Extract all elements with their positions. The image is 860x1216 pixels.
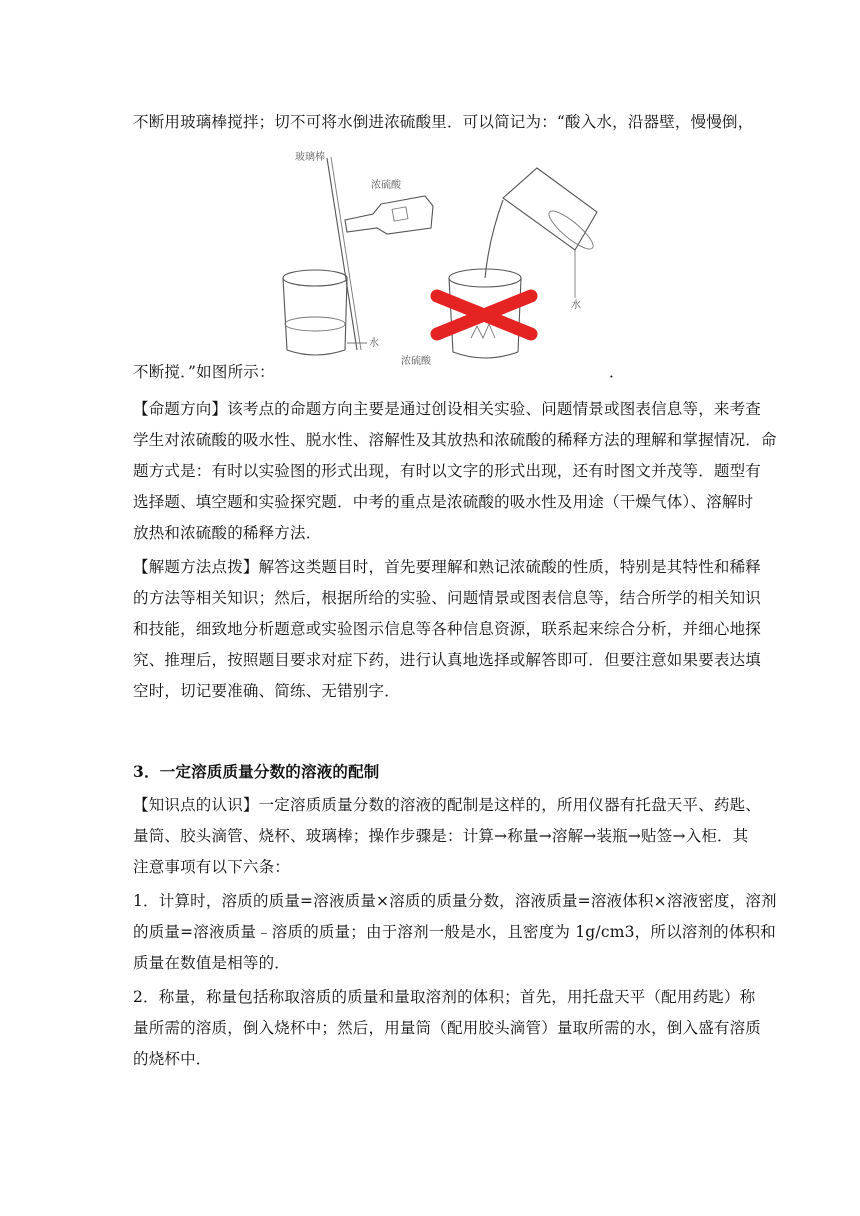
splash-marks [471,324,495,338]
left-water-label: 水 [369,338,379,349]
dilution-line2-end: ． [609,363,625,381]
section-3-heading: 3．一定溶质质量分数的溶液的配制 [133,762,380,781]
right-water-label: 水 [571,300,581,311]
bottle-label-box [392,207,408,221]
note-item-2-line: 的烧杯中． [133,1050,212,1068]
direction-line: 题方式是：有时以实验图的形式出现，有时以文字的形式出现，还有时图文并茂等．题型有 [133,462,762,480]
method-line: 【解题方法点拨】解答这类题目时，首先要理解和熟记浓硫酸的性质，特别是其特性和稀释 [133,558,762,576]
correct-method-drawing [283,150,433,355]
wrong-method-drawing [401,168,598,367]
method-line: 空时，切记要准确、简练、无错别字． [133,682,400,700]
right-acid-label: 浓硫酸 [401,356,431,367]
note-item-1-line: 1．计算时，溶质的质量=溶液质量×溶质的质量分数，溶液质量=溶液体积×溶液密度，溶剂 [133,892,777,910]
note-item-2-line: 2．称量，称量包括称取溶质的质量和量取溶剂的体积；首先，用托盘天平（配用药匙）称 [133,988,756,1006]
dilution-illustration-svg [275,138,615,374]
knowledge-line: 注意事项有以下六条： [133,858,291,876]
left-beaker-wall-left [283,278,287,350]
direction-line: 学生对浓硫酸的吸水性、脱水性、溶解性及其放热和浓硫酸的稀释方法的理解和掌握情况．命 [133,431,777,449]
left-beaker-rim [283,270,347,286]
note-item-2-line: 量所需的溶质，倒入烧杯中；然后，用量筒（配用胶头滴管）量取所需的水，倒入盛有溶质 [133,1019,762,1037]
glass-rod-label: 玻璃棒 [295,152,325,163]
left-beaker-bottom [287,350,345,355]
acid-bottle [345,196,433,234]
method-line: 的方法等相关知识；然后，根据所给的实验、问题情景或图表信息等，结合所学的相关知识 [133,589,762,607]
left-beaker-liquid-surface [285,317,345,331]
direction-line: 【命题方向】该考点的命题方向主要是通过创设相关实验、问题情景或图表信息等，来考查 [133,400,762,418]
acid-bottle-label: 浓硫酸 [371,180,401,191]
note-item-1-line: 质量在数值是相等的． [133,954,291,972]
dilution-paragraph-line-2 [133,360,733,384]
right-beaker-bottom [453,352,518,358]
direction-line: 放热和浓硫酸的稀释方法． [133,524,322,542]
right-beaker-wall-right [518,278,521,352]
right-beaker-wall-left [449,278,453,352]
pouring-beaker [503,168,597,250]
method-line: 和技能，细致地分析题意或实验图示信息等各种信息资源，联系起来综合分析，并细心地探 [133,620,762,638]
direction-line: 选择题、填空题和实验探究题．中考的重点是浓硫酸的吸水性及用途（干燥气体）、溶解时 [133,493,754,511]
dilution-illustration [275,138,615,374]
dilution-paragraph-line-1: 不断用玻璃棒搅拌；切不可将水倒进浓硫酸里．可以简记为：“酸入水，沿器壁，慢慢倒， [133,113,754,131]
method-line: 究、推理后，按照题目要求对症下药，进行认真地选择或解答即可．但要注意如果要表达填 [133,651,762,669]
left-beaker-wall-right [345,278,347,350]
dilution-line2-text: 不断搅．”如图所示： [133,363,275,381]
note-item-1-line: 的质量=溶液质量﹣溶质的质量；由于溶剂一般是水，且密度为 1g/cm3，所以溶剂的体积和 [133,923,776,941]
pour-stream [485,200,503,278]
knowledge-line: 【知识点的认识】一定溶质质量分数的溶液的配制是这样的，所用仪器有托盘天平、药匙、 [133,796,762,814]
knowledge-line: 量筒、胶头滴管、烧杯、玻璃棒；操作步骤是：计算→称量→溶解→装瓶→贴签→入柜．其 [133,827,749,845]
